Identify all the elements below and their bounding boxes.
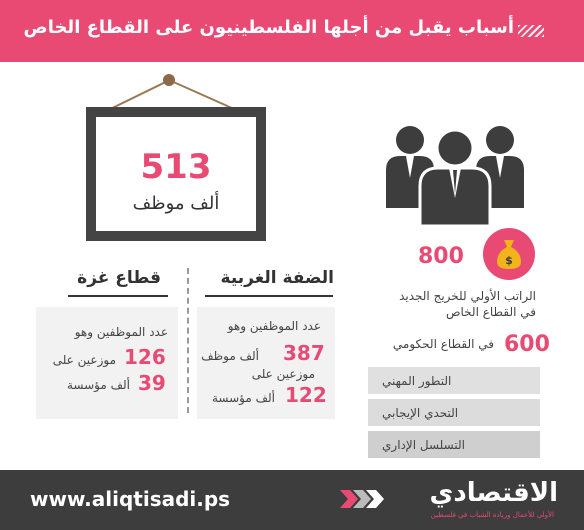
west-bank-unit2: ألف مؤسسة <box>211 391 275 405</box>
gaza-title: قطاع غزة <box>77 268 161 288</box>
money-badge <box>483 228 535 280</box>
total-employees-number: 513 <box>140 147 212 187</box>
gaza-institutions-value: 39 <box>138 371 166 395</box>
frame-hook-icon <box>163 74 175 86</box>
west-bank-unit1: ألف موظف <box>201 349 259 363</box>
page-title: أسباب يقبل من أجلها الفلسطينيون على القطاع الخاص <box>23 17 514 38</box>
gaza-line1: عدد الموظفين وهو <box>74 325 168 339</box>
gaza-box <box>36 307 178 419</box>
gaza-employees-value: 126 <box>124 345 166 369</box>
gaza-unit2: ألف مؤسسة <box>66 378 130 392</box>
reason-item: التحدي الإيجابي <box>368 399 540 426</box>
header-banner <box>0 0 584 62</box>
reason-item: التطور المهني <box>368 367 540 394</box>
stripe-decoration <box>518 25 544 37</box>
brand-tagline: الأولى للأعمال وريادة الشباب في فلسطين <box>430 511 554 519</box>
gov-salary-value: 600 <box>504 332 550 357</box>
brand-logo: الاقتصادي <box>429 478 558 508</box>
total-employees-label: ألف موظف <box>132 193 220 214</box>
west-bank-box <box>197 307 335 419</box>
private-salary-value: 800 <box>418 244 464 269</box>
money-bag-icon <box>495 238 523 270</box>
region-divider <box>187 268 189 413</box>
west-bank-line2: موزعين على <box>251 367 315 381</box>
west-bank-line1: عدد الموظفين وهو <box>227 319 321 333</box>
website-link[interactable]: www.aliqtisadi.ps <box>30 487 231 511</box>
businessmen-icon <box>380 118 530 228</box>
west-bank-institutions-value: 122 <box>285 383 327 407</box>
frame-board <box>96 117 256 231</box>
private-salary-label-line1: الراتب الأولي للخريج الجديد <box>399 289 536 303</box>
west-bank-employees-value: 387 <box>283 341 325 365</box>
footer <box>0 470 584 530</box>
gaza-title-rule <box>68 295 168 297</box>
gaza-unit1: موزعين على <box>52 353 116 367</box>
chevrons-icon <box>340 486 384 512</box>
private-salary-label-line2: في القطاع الخاص <box>446 305 536 319</box>
employee-frame <box>86 107 266 241</box>
west-bank-title: الضفة الغربية <box>220 268 334 288</box>
west-bank-title-rule <box>205 295 333 297</box>
private-salary-label <box>336 288 536 320</box>
svg-text:$: $ <box>505 254 513 267</box>
reason-item: التسلسل الإداري <box>368 431 540 458</box>
reasons-list <box>368 367 540 463</box>
gov-salary-label: في القطاع الحكومي <box>392 337 494 351</box>
